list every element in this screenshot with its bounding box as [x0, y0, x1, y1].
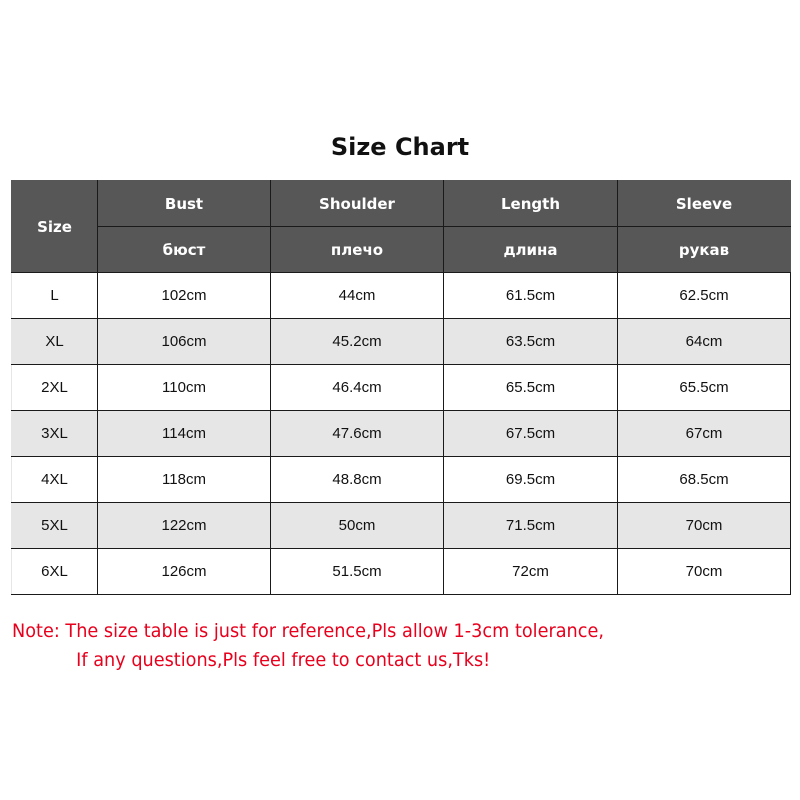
header-length-ru: длина — [444, 227, 618, 273]
cell-length: 67.5cm — [444, 411, 618, 457]
cell-size: 5XL — [12, 503, 98, 549]
table-row — [12, 411, 791, 457]
table-row — [12, 457, 791, 503]
cell-bust: 102cm — [98, 273, 271, 319]
cell-sleeve: 70cm — [618, 503, 791, 549]
cell-sleeve: 68.5cm — [618, 457, 791, 503]
cell-bust: 106cm — [98, 319, 271, 365]
header-length: Length — [444, 181, 618, 227]
cell-bust: 114cm — [98, 411, 271, 457]
cell-shoulder: 46.4cm — [271, 365, 444, 411]
header-sleeve-ru: рукав — [618, 227, 791, 273]
cell-bust: 122cm — [98, 503, 271, 549]
cell-shoulder: 48.8cm — [271, 457, 444, 503]
cell-size: 3XL — [12, 411, 98, 457]
cell-size: L — [12, 273, 98, 319]
header-bust-ru: бюст — [98, 227, 271, 273]
cell-shoulder: 50cm — [271, 503, 444, 549]
header-row-russian — [12, 227, 791, 273]
cell-size: XL — [12, 319, 98, 365]
header-size: Size — [12, 181, 98, 273]
cell-sleeve: 70cm — [618, 549, 791, 595]
table-row — [12, 365, 791, 411]
header-shoulder-ru: плечо — [271, 227, 444, 273]
cell-bust: 110cm — [98, 365, 271, 411]
cell-length: 63.5cm — [444, 319, 618, 365]
cell-size: 2XL — [12, 365, 98, 411]
table-header — [12, 181, 791, 273]
header-bust: Bust — [98, 181, 271, 227]
cell-size: 4XL — [12, 457, 98, 503]
cell-shoulder: 51.5cm — [271, 549, 444, 595]
cell-shoulder: 44cm — [271, 273, 444, 319]
cell-length: 71.5cm — [444, 503, 618, 549]
size-table — [11, 180, 791, 595]
note-line-1: Note: The size table is just for reference,Pls allow 1-3cm tolerance, — [12, 620, 604, 642]
cell-shoulder: 45.2cm — [271, 319, 444, 365]
table-row — [12, 273, 791, 319]
cell-length: 61.5cm — [444, 273, 618, 319]
cell-length: 69.5cm — [444, 457, 618, 503]
cell-length: 65.5cm — [444, 365, 618, 411]
cell-sleeve: 67cm — [618, 411, 791, 457]
cell-bust: 126cm — [98, 549, 271, 595]
cell-size: 6XL — [12, 549, 98, 595]
cell-bust: 118cm — [98, 457, 271, 503]
header-sleeve: Sleeve — [618, 181, 791, 227]
cell-sleeve: 62.5cm — [618, 273, 791, 319]
table-body — [12, 273, 791, 595]
table-row — [12, 319, 791, 365]
cell-sleeve: 65.5cm — [618, 365, 791, 411]
table-row — [12, 503, 791, 549]
cell-shoulder: 47.6cm — [271, 411, 444, 457]
page-title: Size Chart — [330, 133, 470, 161]
tolerance-note — [12, 617, 604, 675]
cell-length: 72cm — [444, 549, 618, 595]
header-shoulder: Shoulder — [271, 181, 444, 227]
header-row-english — [12, 181, 791, 227]
note-line-2: If any questions,Pls feel free to contact us,Tks! — [76, 649, 491, 671]
cell-sleeve: 64cm — [618, 319, 791, 365]
table-row — [12, 549, 791, 595]
